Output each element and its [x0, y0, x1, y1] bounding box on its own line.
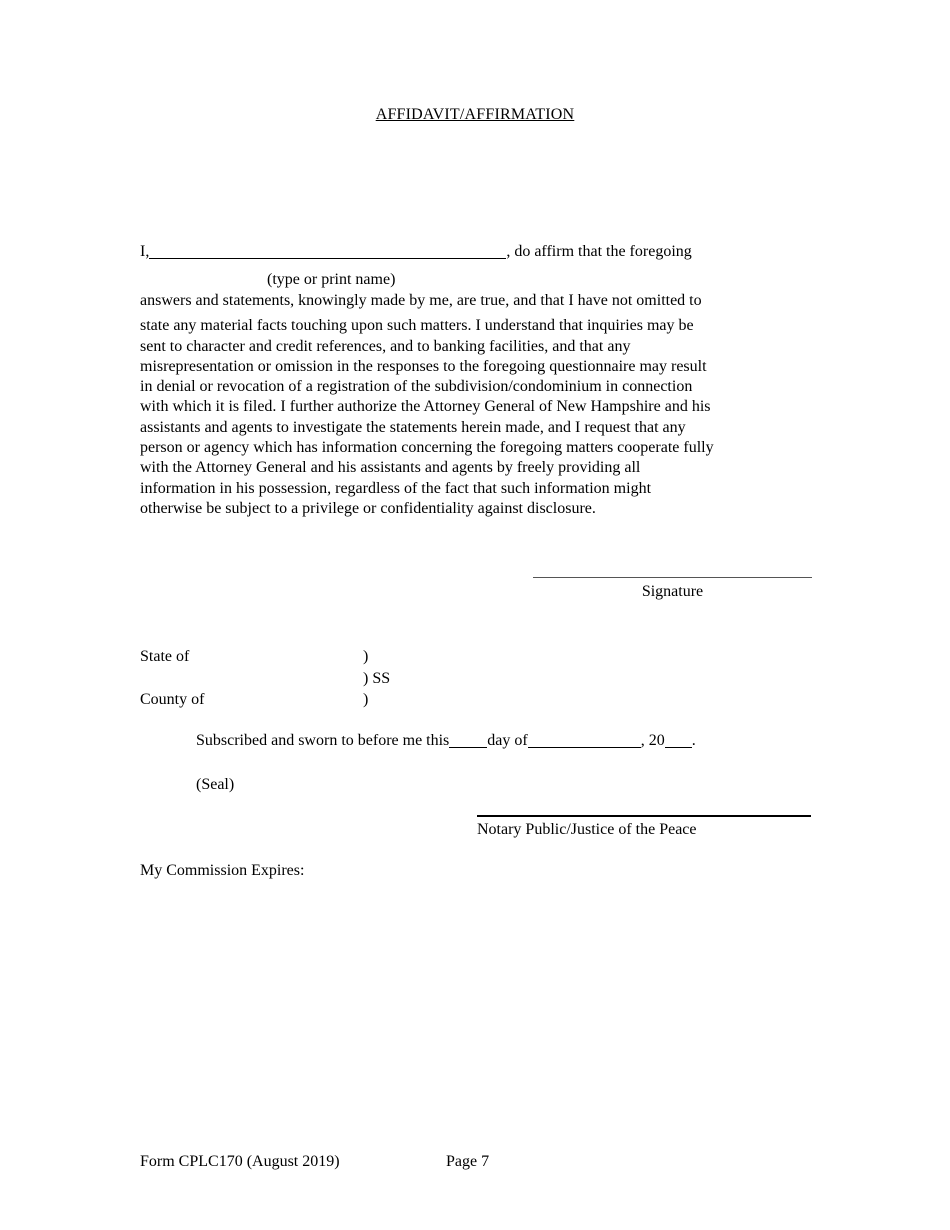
body-line: assistants and agents to investigate the statements herein made, and I request that any: [140, 418, 686, 436]
sworn-text-before-day: Subscribed and sworn to before me this: [196, 732, 450, 749]
intro-suffix: , do affirm that the foregoing: [506, 243, 692, 260]
ss-paren: ) SS: [363, 669, 391, 687]
body-line: misrepresentation or omission in the responses to the foregoing questionnaire may result: [140, 357, 707, 375]
footer-form-number: Form CPLC170 (August 2019): [140, 1153, 340, 1170]
affirmation-line: [140, 243, 692, 261]
notary-label: Notary Public/Justice of the Peace: [477, 821, 697, 838]
body-line: otherwise be subject to a privilege or confidentiality against disclosure.: [140, 499, 596, 517]
name-caption: (type or print name): [267, 271, 396, 288]
sworn-clause: [196, 732, 696, 750]
signature-block: [533, 577, 812, 601]
affidavit-body: [140, 291, 830, 519]
footer-page-number: Page 7: [446, 1153, 490, 1170]
seal-label: (Seal): [196, 776, 235, 793]
county-of-label: County of: [140, 691, 205, 708]
notary-block: [477, 815, 811, 839]
sworn-text-day-of: day of: [487, 732, 528, 749]
signature-label: Signature: [641, 583, 704, 600]
body-line: person or agency which has information concerning the foregoing matters cooperate fully: [140, 439, 714, 457]
year-blank[interactable]: [665, 734, 692, 748]
sworn-text-terminator: .: [691, 732, 696, 749]
county-paren: ): [363, 691, 369, 708]
body-line: information in his possession, regardless of the fact that such information might: [140, 479, 652, 497]
body-line: answers and statements, knowingly made by me, are true, and that I have not omitted to: [140, 292, 702, 309]
name-blank[interactable]: [149, 245, 506, 259]
day-blank[interactable]: [449, 734, 487, 748]
venue-state-row: [140, 646, 460, 668]
state-paren: ): [363, 648, 369, 665]
body-line: with which it is filed. I further authorize the Attorney General of New Hampshire and his: [140, 398, 711, 416]
month-blank[interactable]: [528, 734, 641, 748]
venue-ss-row: [140, 668, 460, 690]
state-of-label: State of: [140, 648, 190, 665]
body-line: sent to character and credit references, and to banking facilities, and that any: [140, 337, 631, 355]
body-line: state any material facts touching upon such matters. I understand that inquiries may be: [140, 317, 694, 335]
body-line: in denial or revocation of a registration of the subdivision/condominium in connection: [140, 378, 693, 396]
document-title: AFFIDAVIT/AFFIRMATION: [375, 106, 575, 123]
venue-county-row: [140, 689, 460, 711]
sworn-text-year-prefix: , 20: [640, 732, 665, 749]
body-line: with the Attorney General and his assistants and agents by freely providing all: [140, 459, 641, 477]
venue-block: [140, 646, 460, 711]
commission-expires-label: My Commission Expires:: [140, 862, 305, 879]
intro-prefix: I,: [140, 243, 150, 260]
